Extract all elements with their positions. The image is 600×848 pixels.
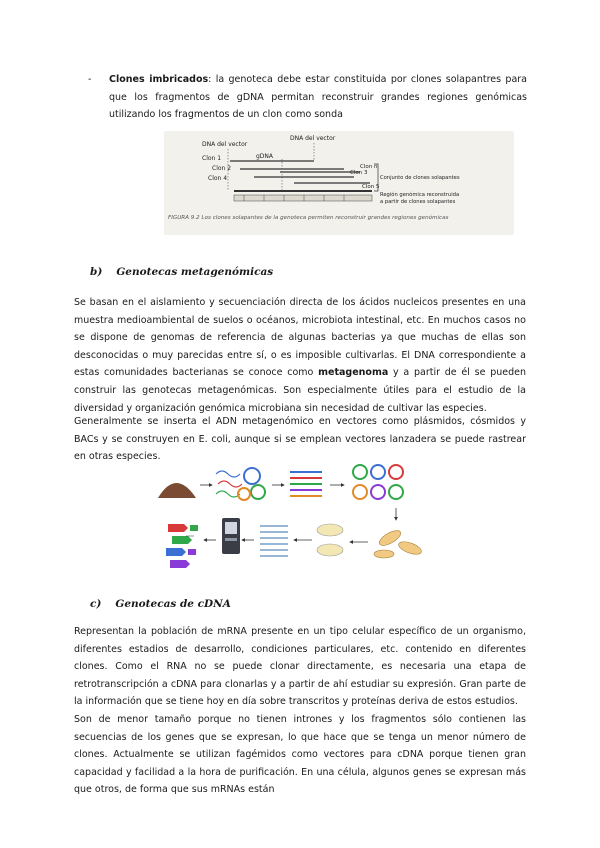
soil-sample-icon (158, 483, 196, 498)
metagenomic-paragraph-2: Generalmente se inserta el ADN metagenómico en vectores como plásmidos, cósmidos y BACs y se construyen en E. coli, aunque si se emplean vectores lanzadera se puede rastrear en otras especies. (74, 416, 526, 463)
clon1-label: Clon 1 (202, 155, 222, 162)
clone-group-label: Conjunto de clones solapantes (380, 175, 460, 181)
clon3-label: Clon 3 (350, 170, 368, 176)
plasmid-icon (244, 468, 260, 484)
metagenoma-term: metagenoma (318, 367, 389, 379)
section-c-letter: c) (90, 598, 102, 610)
sequencer-icon (222, 518, 240, 554)
annotated-genes-icon (166, 524, 198, 568)
section-c-title: Genotecas de cDNA (115, 598, 231, 610)
region-label-2: a partir de clones solapantes (380, 199, 456, 205)
clon-n-label: Clon n (360, 164, 378, 170)
bullet-term: Clones imbricados (109, 74, 209, 85)
section-b-letter: b) (90, 266, 103, 278)
section-c-heading (90, 598, 231, 610)
petri-dish-icon (317, 524, 343, 556)
metagenomic-workflow-figure (154, 458, 442, 570)
dna-vector-label-2: DNA del vector (290, 135, 336, 142)
recombinant-plasmids-icon (353, 465, 403, 499)
transformed-bacteria-icon (374, 528, 423, 558)
clone-library-icon (260, 526, 288, 556)
dna-vector-label-1: DNA del vector (202, 141, 248, 148)
clon4-label: Clon 4 (208, 175, 228, 182)
metagenomic-paragraph-1: Se basan en el aislamiento y secuenciación directa de los ácidos nucleicos presentes en una muestra medioambiental de suelos o océanos, microbiota intestinal, etc. En muchos casos no se dispone de genomas de referencia de algunas bacterias ya que muchas de ellas son desconocidas o muy parecidas entre sí, o es imposible cultivarlas. El DNA correspondiente a estas comunidades bacterianas se conoce como metagenoma y a partir de él se pueden construir las genotecas metagenómicas. Son especialmente útiles para el estudio de la diversidad y organización genómica microbiana sin necesidad de cultivar las especies. (74, 297, 526, 414)
bullet-body: : la genoteca debe estar constituida por clones solapantres para que los fragmentos de gDNA permitan reconstruir grandes regiones genómicas utilizando los fragmentos de un clon como sonda (109, 74, 527, 121)
bullet-marker: - (88, 74, 92, 85)
clon5-label: Clon 5 (362, 184, 380, 190)
section-b-heading (90, 266, 273, 278)
metagenomic-workflow-diagram (154, 458, 442, 570)
overlapping-clones-figure (164, 131, 514, 235)
plasmid-icon (251, 485, 265, 499)
region-label-1: Región genómica reconstruida (380, 192, 460, 198)
clon2-label: Clon 2 (212, 165, 232, 172)
section-b-title: Genotecas metagenómicas (116, 266, 274, 278)
gdna-label: gDNA (256, 153, 274, 160)
cdna-paragraph-1: Representan la población de mRNA presente en un tipo celular específico de un organismo, diferentes estadios de desarrollo, condiciones particulares, etc. contenido en diferentes clones. Como el RNA no se puede clonar directamente, es necesaria una etapa de retrotranscripción a cDNA para clonarlas y a partir de ahí estudiar su expresión. Gran parte de la información que se tiene hoy en día sobre transcritos y proteínas deriva de estos estudios. (74, 626, 526, 708)
bullet-paragraph (109, 71, 527, 124)
cdna-paragraph-2: Son de menor tamaño porque no tienen intrones y los fragmentos sólo contienen las secuencias de los genes que se expresan, lo que hace que se tenga un menor número de clones. Actualmente se utilizan fagémidos como vectores para cDNA porque tienen gran capacidad y facilidad a la hora de purificación. En una célula, algunos genes se expresan más que otros, de forma que sus mRNAs están (74, 714, 526, 796)
overlapping-clones-diagram (164, 131, 514, 235)
figure1-caption: FIGURA 9.2 Los clones solapantes de la genoteca permiten reconstruir grandes regiones genómicas (168, 215, 449, 221)
ligation-fragments-icon (290, 472, 322, 496)
